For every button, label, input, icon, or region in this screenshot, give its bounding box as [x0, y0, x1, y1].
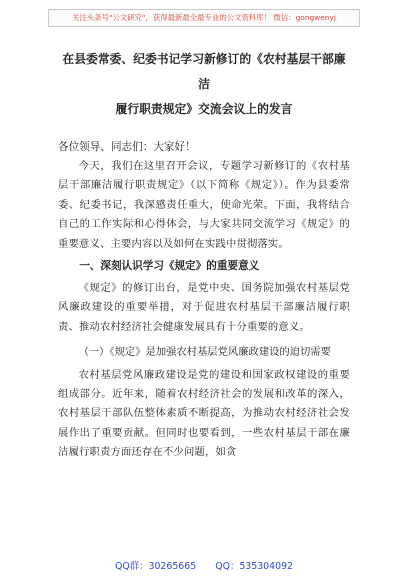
subsection-heading-1: （一）《规定》是加强农村基层党风廉政建设的迫切需要	[78, 346, 331, 359]
paragraph-background: 农村基层党风廉政建设是党的建设和国家政权建设的重要组成部分。近年来，随着农村经济社会的发展和改革的深入，农村基层干部队伍整体素质不断提高，为推动农村经济社会发展作出了重要贡献。但同时也要看到，一些农村基层干部在廉洁履行职责方面还存在不少问题，如贪	[58, 368, 350, 459]
qq-number-label: QQ：535304092	[215, 561, 294, 572]
document-title	[58, 47, 350, 122]
top-banner: 关注头条号"公文研究"，获得最新最全最专业的公文资料库！ 微信：gongwenyj	[48, 9, 360, 27]
qq-group-label: QQ群：30265665	[114, 561, 197, 572]
salutation: 各位领导、同志们：大家好！	[58, 141, 196, 153]
section-heading-1: 一、深刻认识学习《规定》的重要意义	[79, 260, 260, 273]
footer-contact	[0, 561, 408, 573]
title-line-1: 在县委常委、纪委书记学习新修订的《农村基层干部廉洁	[62, 52, 346, 91]
paragraph-significance: 《规定》的修订出台，是党中央、国务院加强农村基层党风廉政建设的重要举措，对于促进农村基层干部廉洁履行职责、推动农村经济社会健康发展具有十分重要的意义。	[58, 282, 350, 333]
paragraph-intro: 今天，我们在这里召开会议，专题学习新修订的《农村基层干部廉洁履行职责规定》（以下简称《规定》）。作为县委常委、纪委书记，我深感责任重大，使命光荣。下面，我将结合自己的工作实际和心得体会，与大家共同交流学习《规定》的重要意义、主要内容以及如何在实践中贯彻落实。	[58, 160, 350, 250]
title-line-2: 履行职责规定》交流会议上的发言	[115, 102, 293, 116]
document-page	[58, 47, 350, 463]
